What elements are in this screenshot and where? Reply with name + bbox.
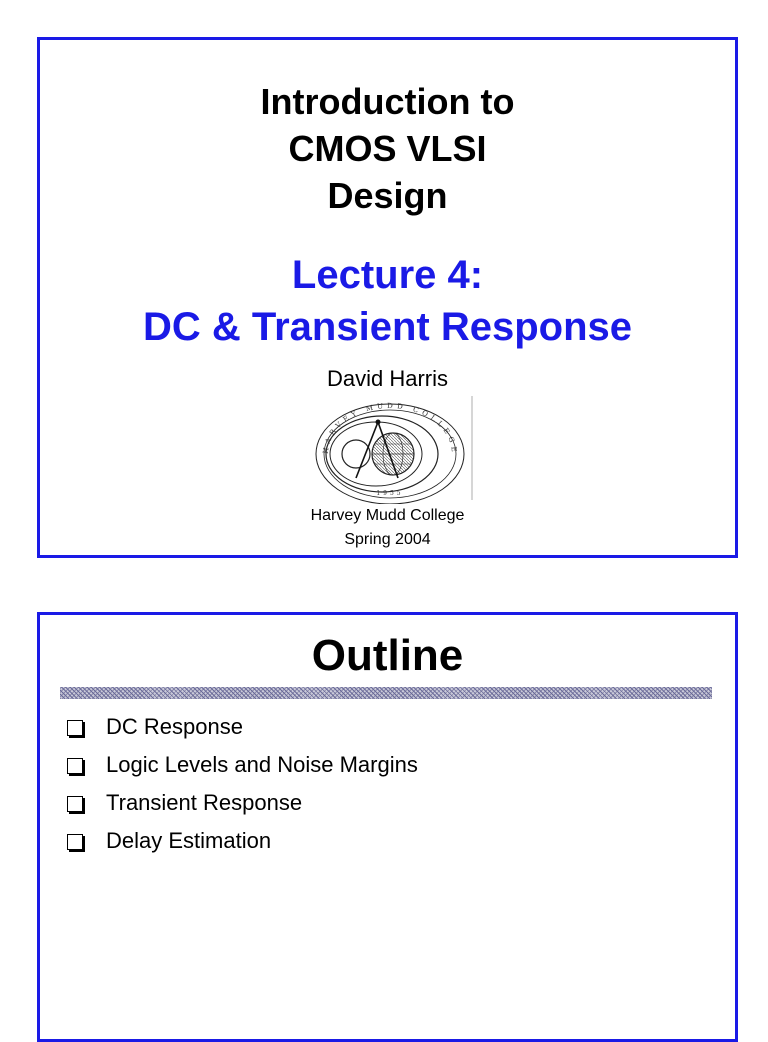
- list-item: [67, 708, 418, 746]
- course-title-line-3: Design: [327, 175, 448, 216]
- institution-block: [40, 504, 735, 552]
- title-slide: [37, 37, 738, 558]
- author-name: David Harris: [326, 366, 449, 391]
- lecture-title-line-1: Lecture 4:: [291, 253, 484, 297]
- lecture-title-line-2: DC & Transient Response: [142, 305, 632, 349]
- course-title: [40, 78, 735, 219]
- term: Spring 2004: [344, 531, 431, 548]
- outline-slide: [37, 612, 738, 1042]
- logo-ring-text: HARVEY MUDD COLLEGE: [321, 401, 459, 456]
- lecture-title: [40, 249, 735, 353]
- list-item-label: DC Response: [106, 714, 243, 739]
- course-title-line-1: Introduction to: [260, 81, 515, 122]
- list-item: [67, 784, 418, 822]
- college-seal-logo: [298, 392, 478, 504]
- outline-title: Outline: [311, 631, 464, 680]
- course-title-line-2: CMOS VLSI: [288, 128, 487, 169]
- list-item-label: Logic Levels and Noise Margins: [106, 752, 418, 777]
- checkbox-bullet-icon: [67, 758, 83, 774]
- checkbox-bullet-icon: [67, 834, 83, 850]
- list-item-label: Delay Estimation: [106, 828, 272, 853]
- list-item: [67, 822, 418, 860]
- logo-year: 1955: [376, 490, 404, 497]
- list-item: [67, 746, 418, 784]
- pattern-divider: [60, 687, 712, 699]
- list-item-label: Transient Response: [106, 790, 303, 815]
- checkbox-bullet-icon: [67, 796, 83, 812]
- institution-name: Harvey Mudd College: [310, 507, 465, 524]
- checkbox-bullet-icon: [67, 720, 83, 736]
- outline-list: [67, 708, 418, 860]
